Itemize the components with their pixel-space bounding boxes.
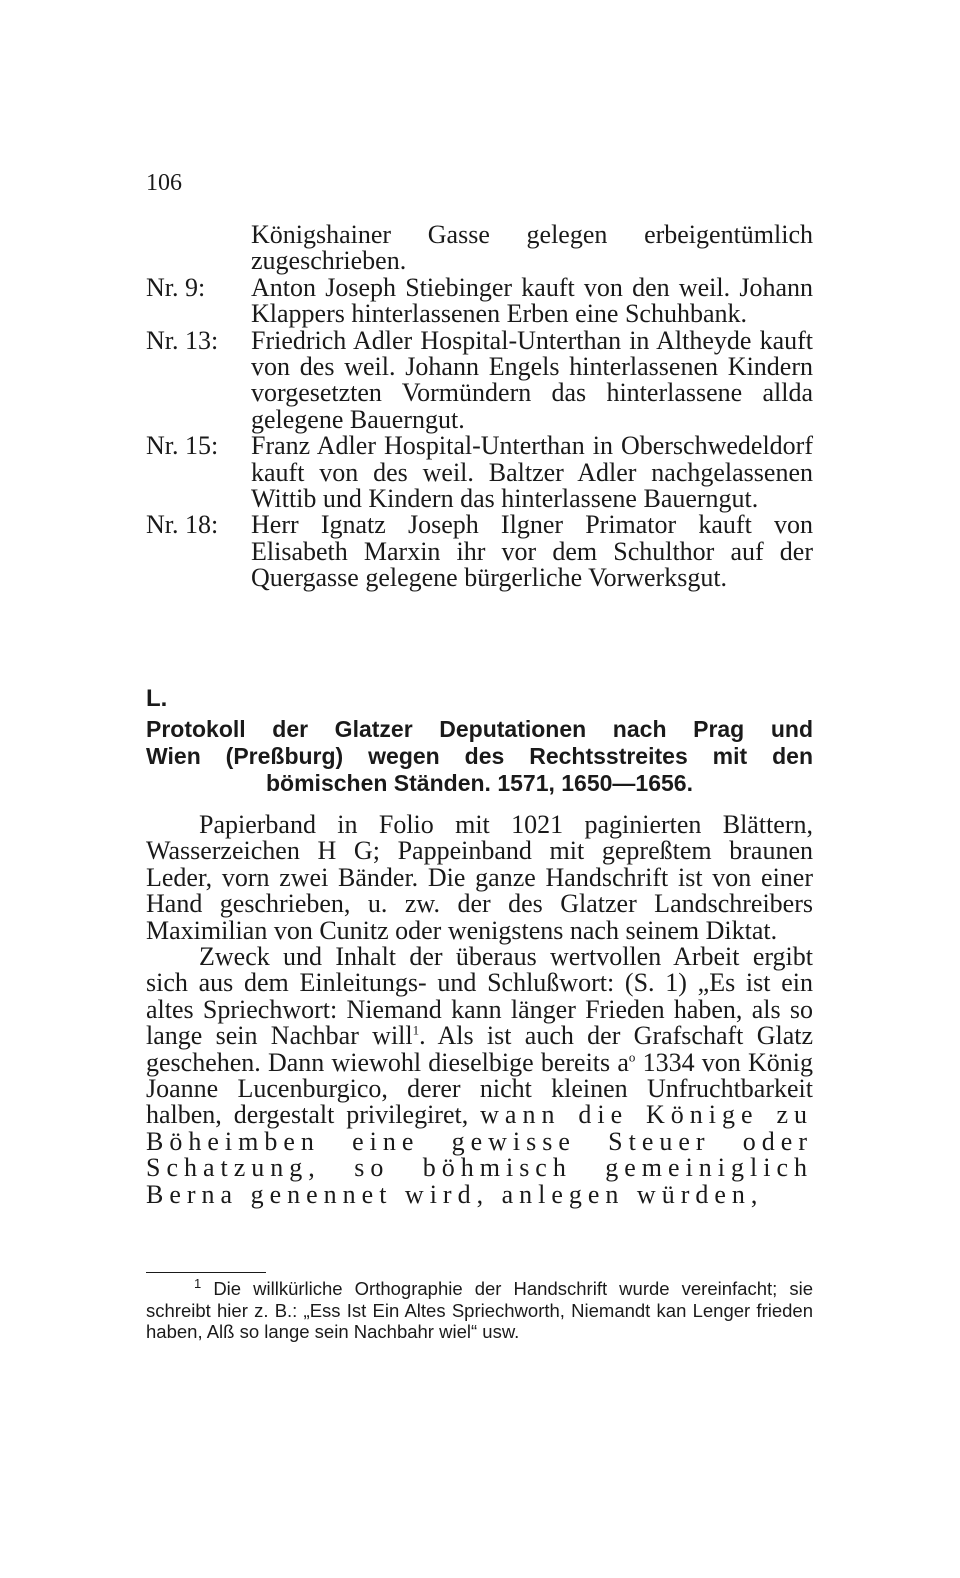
entry-nr-18 <box>146 512 813 591</box>
paragraph-purpose <box>146 944 813 1208</box>
page-number: 106 <box>146 170 182 196</box>
spaced-emphasis-text: wann die Könige zu Böheimben eine gewisse Steuer oder Schatzung, so böhmisch gemeiniglich Berna genennet wird, anlegen würden, <box>146 1100 813 1209</box>
section-title-line: bömischen Ständen. 1571, 1650—1656. <box>266 770 693 796</box>
section-title-line: Protokoll der Glatzer Deputationen nach Prag und <box>146 716 813 742</box>
entry-continuation <box>146 222 813 275</box>
entry-label: Nr. 15: <box>146 431 219 461</box>
section-title-line: Wien (Preßburg) wegen des Rechtsstreites mit den <box>146 743 813 769</box>
entry-nr-13 <box>146 325 813 434</box>
paragraph-description: Papierband in Folio mit 1021 paginierten Blättern, Wasserzeichen H G; Pappeinband mit gepreßtem braunen Leder, vorn zwei Bänder. Die ganze Handschrift ist von einer Hand geschrieben, u. zw. der des Glatzer Landschreibers Maximilian von Cunitz oder wenigstens nach seinem Diktat. <box>146 810 813 945</box>
entry-label: Nr. 9: <box>146 272 206 302</box>
section-letter: L. <box>146 685 168 712</box>
section-title <box>146 716 813 797</box>
anno-superscript: o <box>628 1049 636 1064</box>
footnote-text: Die willkürliche Orthographie der Handschrift wurde vereinfacht; sie schreibt hier z. B.: „Ess Ist Ein Altes Spriechworth, Niemandt kan Lenger frieden haben, Alß so lange sein Nachbahr wiel“ usw. <box>146 1278 813 1342</box>
entry-text: Franz Adler Hospital-Unterthan in Oberschwedeldorf kauft von des weil. Baltzer Adler nachgelassenen Wittib und Kindern das hinterlassene Bauerngut. <box>251 431 813 514</box>
paragraph-text: Zweck und Inhalt der überaus wertvollen Arbeit ergibt sich aus dem Einleitungs- und Schlußwort: (S. 1) „Es ist ein altes Spriechwort: Niemand kann länger Frieden haben, als so lange sein Nachbar will <box>146 942 813 1051</box>
entry-nr-15 <box>146 433 813 512</box>
paragraph-text: 1334 von König Joanne Lucenburgico, derer nicht kleinen Unfruchtbarkeit halben, dergestalt privilegiret, <box>146 1047 814 1130</box>
entry-label: Nr. 13: <box>146 325 219 355</box>
footnotes <box>146 1275 813 1343</box>
entry-text: Herr Ignatz Joseph Ilgner Primator kauft von Elisabeth Marxin ihr vor dem Schulthor auf der Quergasse gelegene bürgerliche Vorwerksgut. <box>251 510 813 593</box>
entry-label <box>146 222 251 275</box>
entry-text: Königshainer Gasse gelegen erbeigentümlich zugeschrieben. <box>251 220 813 276</box>
entry-text: Anton Joseph Stiebinger kauft von den weil. Johann Klappers hinterlassenen Erben eine Schuhbank. <box>251 272 813 329</box>
entry-list <box>146 222 813 592</box>
paragraph-text: . Als ist auch der Grafschaft Glatz geschehen. Dann wiewohl dieselbige bereits a <box>146 1021 813 1077</box>
footnote-mark: 1 <box>194 1275 202 1291</box>
entry-text: Friedrich Adler Hospital-Unterthan in Altheyde kauft von des weil. Johann Engels hinterlassenen Kindern vorgesetzten Vormündern das hinterlassene allda gelegene Bauerngut. <box>251 325 813 434</box>
entry-nr-9 <box>146 272 813 329</box>
entry-label: Nr. 18: <box>146 510 219 540</box>
footnote-reference: 1 <box>412 1022 420 1038</box>
body-text <box>146 812 813 1208</box>
footnote-divider <box>146 1272 266 1273</box>
footnote <box>146 1275 813 1343</box>
